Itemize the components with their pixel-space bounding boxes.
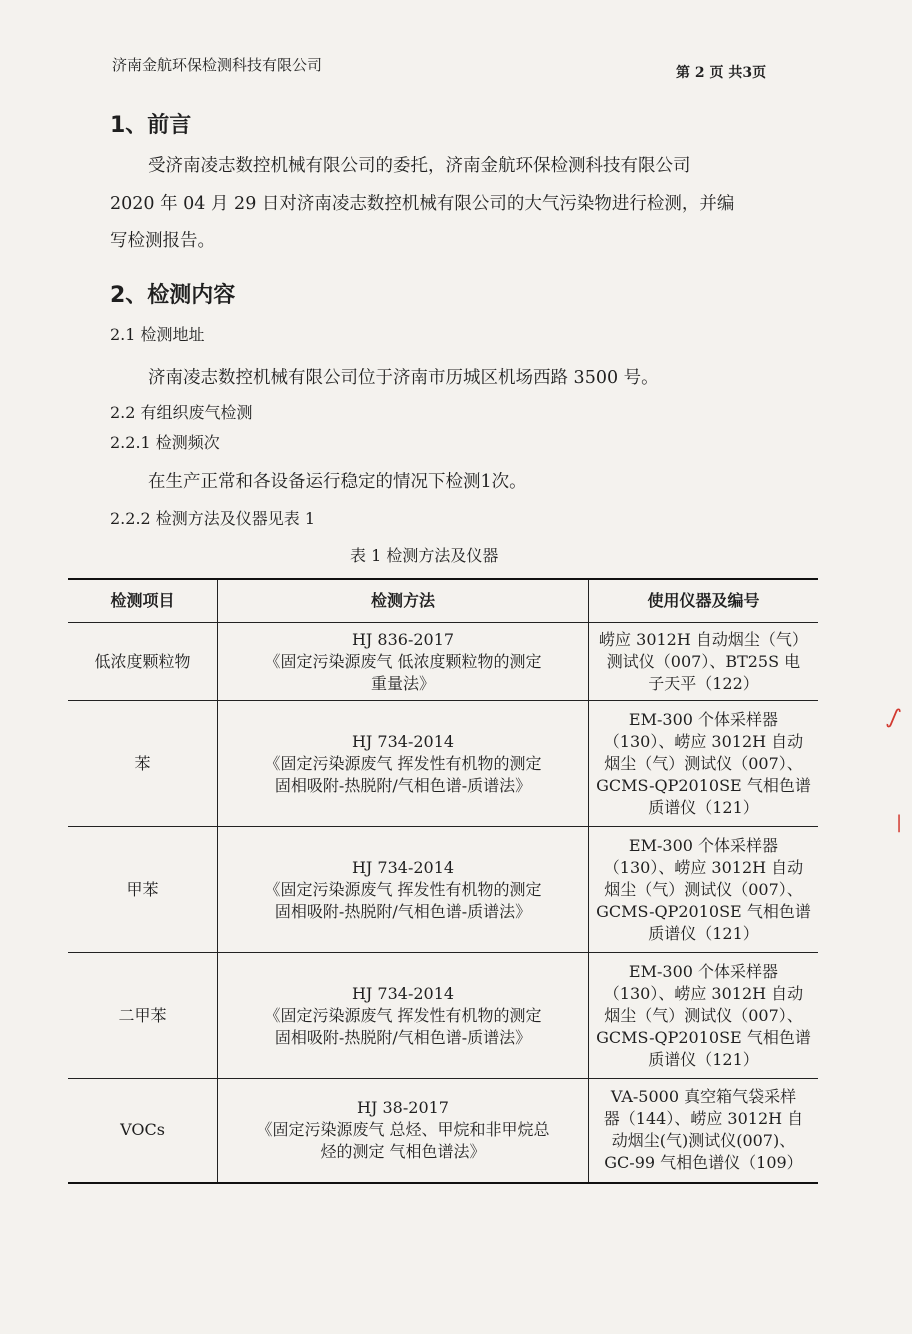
instrument-line: GCMS-QP2010SE 气相色谱 — [596, 901, 811, 921]
instrument-line: 动烟尘(气)测试仪(007)、 — [611, 1131, 796, 1151]
method-line: 《固定污染源废气 挥发性有机物的测定 — [264, 879, 542, 899]
instrument-line: （130）、崂应 3012H 自动 — [603, 857, 804, 877]
method-line: HJ 38-2017 — [357, 1098, 449, 1118]
subsection-2-2-title: 2.2 有组织废气检测 — [110, 403, 253, 422]
method-line: HJ 734-2014 — [351, 857, 455, 877]
instrument-line: 测试仪（007）、BT25S 电 — [606, 651, 801, 671]
instrument-cell — [588, 953, 818, 1079]
table-row — [68, 1079, 818, 1183]
subsection-2-1-title: 2.1 检测地址 — [110, 325, 205, 344]
subsection-2-1-text: 济南凌志数控机械有限公司位于济南市历城区机场西路 3500 号。 — [148, 368, 659, 388]
instrument-line: EM-300 个体采样器 — [628, 961, 779, 981]
instrument-cell — [588, 1079, 818, 1183]
item-cell: VOCs — [68, 1079, 218, 1183]
instrument-line: GCMS-QP2010SE 气相色谱 — [596, 775, 811, 795]
item-cell: 苯 — [68, 701, 218, 827]
instrument-line: 烟尘（气）测试仪（007）、 — [604, 879, 803, 899]
method-line: HJ 836-2017 — [351, 629, 455, 649]
method-line: 重量法》 — [371, 673, 436, 693]
column-header: 检测方法 — [218, 579, 589, 623]
section1-line: 2020 年 04 月 29 日对济南凌志数控机械有限公司的大气污染物进行检测，并编 — [110, 194, 735, 214]
method-cell — [218, 1079, 589, 1183]
instrument-line: 质谱仪（121） — [648, 923, 759, 943]
method-line: 《固定污染源废气 挥发性有机物的测定 — [264, 753, 542, 773]
method-line: 《固定污染源废气 总烃、甲烷和非甲烷总 — [256, 1120, 550, 1140]
instrument-line: （130）、崂应 3012H 自动 — [603, 731, 804, 751]
column-header: 使用仪器及编号 — [588, 579, 818, 623]
method-line: 固相吸附-热脱附/气相色谱-质谱法》 — [274, 775, 532, 795]
method-cell — [218, 623, 589, 701]
instrument-line: 质谱仪（121） — [648, 797, 759, 817]
item-cell: 二甲苯 — [68, 953, 218, 1079]
instrument-line: EM-300 个体采样器 — [628, 835, 779, 855]
method-line: 《固定污染源废气 低浓度颗粒物的测定 — [264, 651, 542, 671]
instrument-line: EM-300 个体采样器 — [628, 709, 779, 729]
method-cell — [218, 827, 589, 953]
table-caption: 表 1 检测方法及仪器 — [350, 546, 499, 565]
item-cell: 低浓度颗粒物 — [68, 623, 218, 701]
table-header-row — [68, 579, 818, 623]
section1-line: 受济南凌志数控机械有限公司的委托，济南金航环保检测科技有限公司 — [148, 156, 691, 176]
instrument-cell — [588, 827, 818, 953]
method-line: 固相吸附-热脱附/气相色谱-质谱法》 — [274, 901, 532, 921]
method-line: HJ 734-2014 — [351, 731, 455, 751]
header-page-info: 第 2 页 共3页 — [676, 65, 767, 81]
header-company: 济南金航环保检测科技有限公司 — [112, 56, 323, 74]
instrument-line: 崂应 3012H 自动烟尘（气） — [599, 629, 808, 649]
method-cell — [218, 953, 589, 1079]
instrument-line: VA-5000 真空箱气袋采样 — [610, 1087, 797, 1107]
instrument-cell — [588, 623, 818, 701]
instrument-line: 子天平（122） — [648, 673, 759, 693]
table-row — [68, 701, 818, 827]
method-line: HJ 734-2014 — [351, 983, 455, 1003]
subsection-2-2-2-title: 2.2.2 检测方法及仪器见表 1 — [110, 509, 316, 528]
table-row — [68, 827, 818, 953]
method-line: 烃的测定 气相色谱法》 — [320, 1142, 486, 1162]
instrument-line: 烟尘（气）测试仪（007）、 — [604, 753, 803, 773]
section1-title: 1、前言 — [110, 113, 192, 138]
subsection-2-2-1-title: 2.2.1 检测频次 — [110, 433, 220, 452]
instrument-line: （130）、崂应 3012H 自动 — [603, 983, 804, 1003]
item-cell: 甲苯 — [68, 827, 218, 953]
instrument-line: 烟尘（气）测试仪（007）、 — [604, 1005, 803, 1025]
table-row — [68, 953, 818, 1079]
red-stamp-mark-icon: ∫ — [884, 703, 904, 732]
method-line: 《固定污染源废气 挥发性有机物的测定 — [264, 1005, 542, 1025]
methods-table — [68, 578, 818, 1184]
subsection-2-2-1-text: 在生产正常和各设备运行稳定的情况下检测1次。 — [148, 472, 527, 492]
method-cell — [218, 701, 589, 827]
instrument-line: 器（144）、崂应 3012H 自 — [603, 1109, 804, 1129]
table-row — [68, 623, 818, 701]
section1-line: 写检测报告。 — [110, 231, 215, 251]
column-header: 检测项目 — [68, 579, 218, 623]
instrument-cell — [588, 701, 818, 827]
section2-title: 2、检测内容 — [110, 283, 236, 308]
instrument-line: 质谱仪（121） — [648, 1049, 759, 1069]
instrument-line: GC-99 气相色谱仪（109） — [604, 1153, 803, 1173]
instrument-line: GCMS-QP2010SE 气相色谱 — [596, 1027, 811, 1047]
method-line: 固相吸附-热脱附/气相色谱-质谱法》 — [274, 1027, 532, 1047]
red-stamp-mark-icon: | — [896, 812, 903, 833]
